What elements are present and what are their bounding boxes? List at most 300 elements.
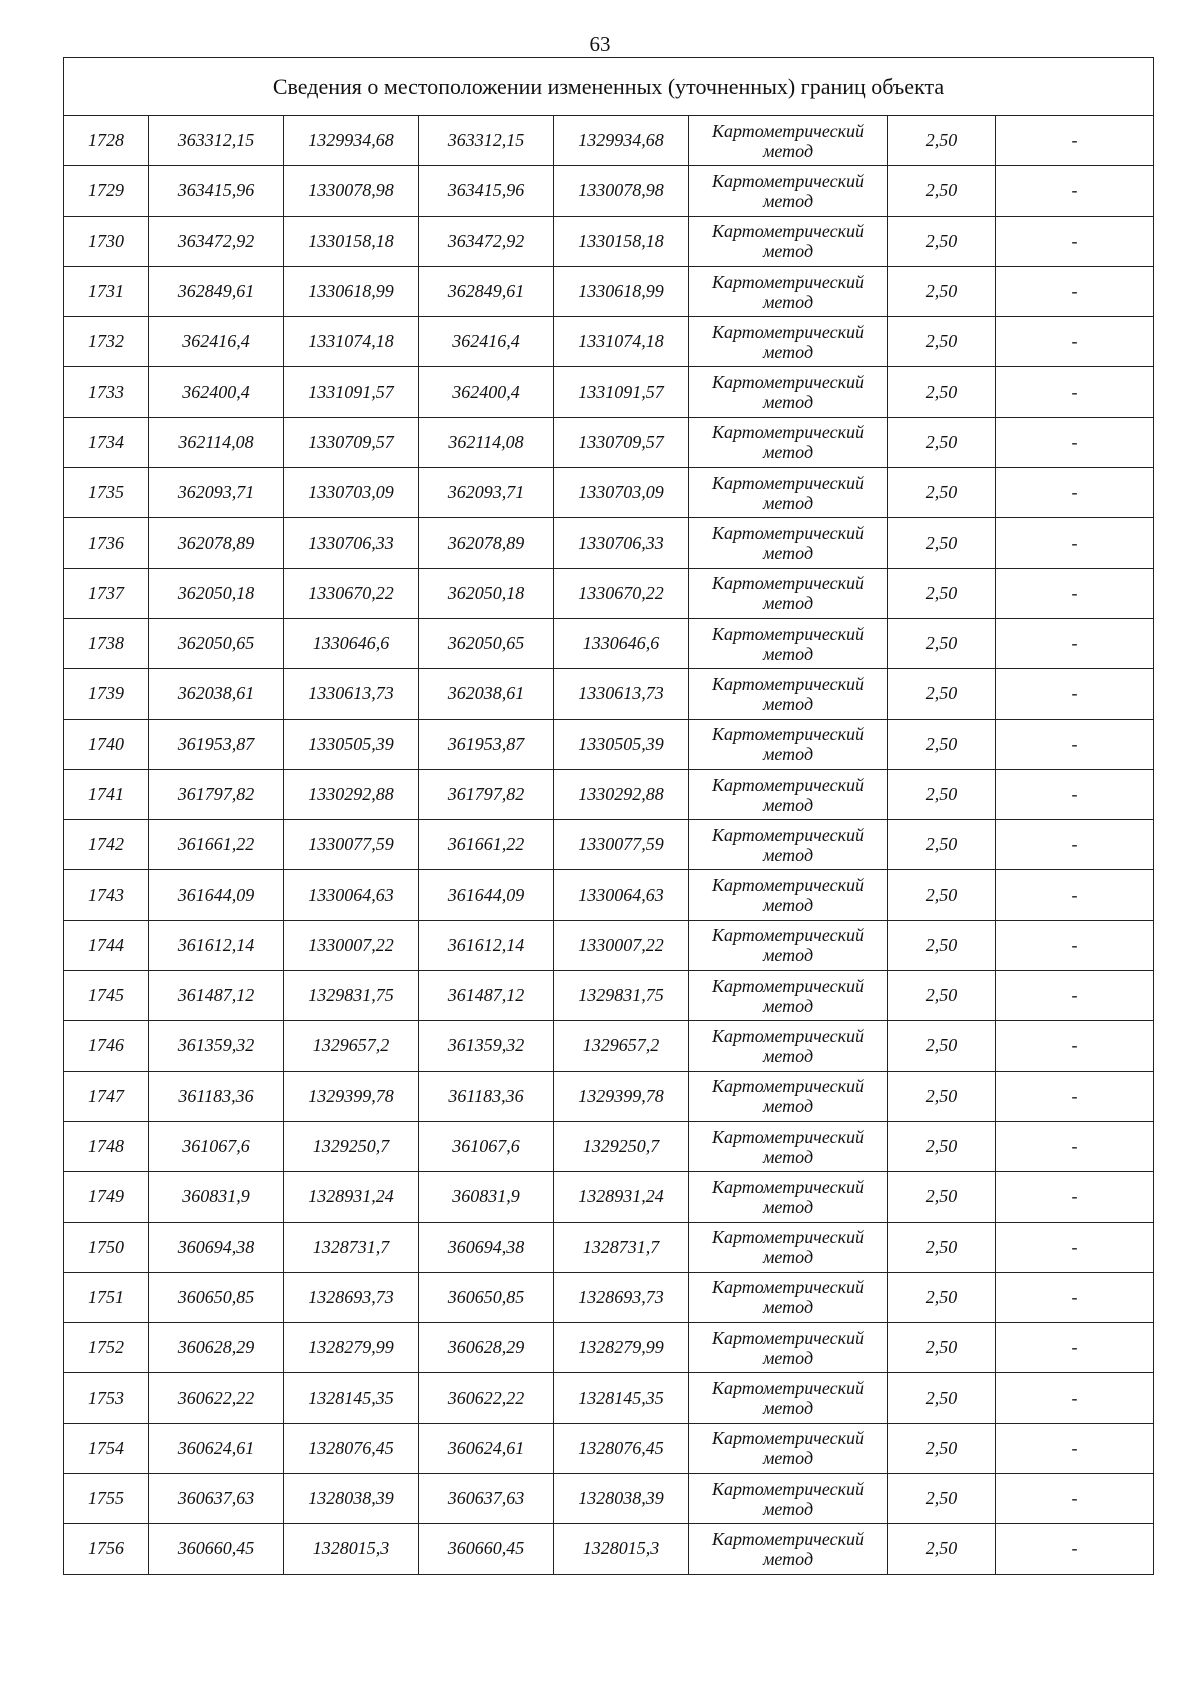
- accuracy-cell: 2,50: [888, 518, 996, 568]
- y-existing-cell: 1330077,59: [284, 820, 419, 870]
- x-updated-cell: 361797,82: [419, 769, 554, 819]
- table-row: [64, 568, 1154, 618]
- method-line-1: Картометрический: [711, 774, 864, 795]
- method-line-2: метод: [762, 190, 814, 211]
- x-updated-cell: 362093,71: [419, 468, 554, 518]
- x-existing-cell: 360660,45: [149, 1524, 284, 1574]
- y-existing-cell: 1329831,75: [284, 971, 419, 1021]
- method-line-1: Картометрический: [711, 1528, 864, 1549]
- y-existing-cell: 1330292,88: [284, 769, 419, 819]
- accuracy-cell: 2,50: [888, 870, 996, 920]
- x-updated-cell: 363415,96: [419, 166, 554, 216]
- method-line-1: Картометрический: [711, 824, 864, 845]
- method-cell: [689, 1021, 888, 1071]
- note-cell: -: [996, 568, 1154, 618]
- method-line-1: Картометрический: [711, 1025, 864, 1046]
- note-cell: -: [996, 1071, 1154, 1121]
- table-row: [64, 719, 1154, 769]
- point-number-cell: 1737: [64, 568, 149, 618]
- method-cell: [689, 1323, 888, 1373]
- x-existing-cell: 361661,22: [149, 820, 284, 870]
- table-row: [64, 116, 1154, 166]
- y-updated-cell: 1329657,2: [554, 1021, 689, 1071]
- point-number-cell: 1736: [64, 518, 149, 568]
- x-updated-cell: 361183,36: [419, 1071, 554, 1121]
- point-number-cell: 1740: [64, 719, 149, 769]
- table-row: [64, 1021, 1154, 1071]
- table-row: [64, 1071, 1154, 1121]
- point-number-cell: 1746: [64, 1021, 149, 1071]
- y-updated-cell: 1330505,39: [554, 719, 689, 769]
- point-number-cell: 1743: [64, 870, 149, 920]
- table-title-row: [64, 58, 1154, 116]
- accuracy-cell: 2,50: [888, 417, 996, 467]
- point-number-cell: 1729: [64, 166, 149, 216]
- accuracy-cell: 2,50: [888, 1272, 996, 1322]
- x-updated-cell: 362416,4: [419, 317, 554, 367]
- accuracy-cell: 2,50: [888, 1172, 996, 1222]
- method-line-1: Картометрический: [711, 1378, 864, 1399]
- note-cell: -: [996, 1172, 1154, 1222]
- note-cell: -: [996, 116, 1154, 166]
- method-line-2: метод: [762, 492, 814, 513]
- method-line-1: Картометрический: [711, 1277, 864, 1298]
- y-updated-cell: 1328693,73: [554, 1272, 689, 1322]
- method-cell: [689, 769, 888, 819]
- x-existing-cell: 360628,29: [149, 1323, 284, 1373]
- note-cell: -: [996, 1021, 1154, 1071]
- x-updated-cell: 361644,09: [419, 870, 554, 920]
- x-updated-cell: 360622,22: [419, 1373, 554, 1423]
- x-updated-cell: 362078,89: [419, 518, 554, 568]
- point-number-cell: 1754: [64, 1423, 149, 1473]
- method-cell: [689, 166, 888, 216]
- x-existing-cell: 360694,38: [149, 1222, 284, 1272]
- method-line-1: Картометрический: [711, 372, 864, 393]
- method-line-2: метод: [762, 1096, 814, 1117]
- y-updated-cell: 1328038,39: [554, 1474, 689, 1524]
- x-updated-cell: 361661,22: [419, 820, 554, 870]
- method-line-1: Картометрический: [711, 975, 864, 996]
- table-row: [64, 367, 1154, 417]
- method-cell: [689, 116, 888, 166]
- accuracy-cell: 2,50: [888, 468, 996, 518]
- method-cell: [689, 1172, 888, 1222]
- accuracy-cell: 2,50: [888, 1222, 996, 1272]
- accuracy-cell: 2,50: [888, 971, 996, 1021]
- x-existing-cell: 361487,12: [149, 971, 284, 1021]
- method-line-2: метод: [762, 1398, 814, 1419]
- table-row: [64, 216, 1154, 266]
- method-cell: [689, 1071, 888, 1121]
- y-updated-cell: 1330613,73: [554, 669, 689, 719]
- method-cell: [689, 820, 888, 870]
- note-cell: -: [996, 820, 1154, 870]
- method-line-2: метод: [762, 1548, 814, 1569]
- table-row: [64, 317, 1154, 367]
- note-cell: -: [996, 1474, 1154, 1524]
- x-updated-cell: 361359,32: [419, 1021, 554, 1071]
- accuracy-cell: 2,50: [888, 1021, 996, 1071]
- point-number-cell: 1731: [64, 266, 149, 316]
- point-number-cell: 1739: [64, 669, 149, 719]
- y-updated-cell: 1329399,78: [554, 1071, 689, 1121]
- note-cell: -: [996, 870, 1154, 920]
- method-line-2: метод: [762, 945, 814, 966]
- y-updated-cell: 1328931,24: [554, 1172, 689, 1222]
- point-number-cell: 1732: [64, 317, 149, 367]
- note-cell: -: [996, 166, 1154, 216]
- accuracy-cell: 2,50: [888, 920, 996, 970]
- method-line-2: метод: [762, 593, 814, 614]
- y-existing-cell: 1330646,6: [284, 618, 419, 668]
- accuracy-cell: 2,50: [888, 568, 996, 618]
- x-existing-cell: 360831,9: [149, 1172, 284, 1222]
- y-updated-cell: 1330703,09: [554, 468, 689, 518]
- x-updated-cell: 360628,29: [419, 1323, 554, 1373]
- accuracy-cell: 2,50: [888, 719, 996, 769]
- y-existing-cell: 1328931,24: [284, 1172, 419, 1222]
- accuracy-cell: 2,50: [888, 1121, 996, 1171]
- x-existing-cell: 362078,89: [149, 518, 284, 568]
- table-row: [64, 166, 1154, 216]
- note-cell: -: [996, 1323, 1154, 1373]
- point-number-cell: 1730: [64, 216, 149, 266]
- table-row: [64, 417, 1154, 467]
- method-line-2: метод: [762, 392, 814, 413]
- y-updated-cell: 1328015,3: [554, 1524, 689, 1574]
- method-line-2: метод: [762, 140, 814, 161]
- table-row: [64, 1423, 1154, 1473]
- x-existing-cell: 362416,4: [149, 317, 284, 367]
- method-line-2: метод: [762, 291, 814, 312]
- method-cell: [689, 317, 888, 367]
- table-row: [64, 769, 1154, 819]
- method-line-2: метод: [762, 341, 814, 362]
- method-cell: [689, 417, 888, 467]
- table-row: [64, 468, 1154, 518]
- point-number-cell: 1748: [64, 1121, 149, 1171]
- y-existing-cell: 1330670,22: [284, 568, 419, 618]
- method-line-1: Картометрический: [711, 925, 864, 946]
- table-row: [64, 870, 1154, 920]
- x-updated-cell: 360694,38: [419, 1222, 554, 1272]
- x-existing-cell: 360624,61: [149, 1423, 284, 1473]
- table-row: [64, 1524, 1154, 1574]
- note-cell: -: [996, 317, 1154, 367]
- accuracy-cell: 2,50: [888, 166, 996, 216]
- method-cell: [689, 669, 888, 719]
- point-number-cell: 1750: [64, 1222, 149, 1272]
- x-existing-cell: 361953,87: [149, 719, 284, 769]
- y-existing-cell: 1330703,09: [284, 468, 419, 518]
- method-cell: [689, 266, 888, 316]
- method-line-2: метод: [762, 1498, 814, 1519]
- x-existing-cell: 361797,82: [149, 769, 284, 819]
- y-existing-cell: 1330007,22: [284, 920, 419, 970]
- point-number-cell: 1738: [64, 618, 149, 668]
- y-existing-cell: 1330078,98: [284, 166, 419, 216]
- x-existing-cell: 362400,4: [149, 367, 284, 417]
- y-updated-cell: 1331074,18: [554, 317, 689, 367]
- y-existing-cell: 1330613,73: [284, 669, 419, 719]
- note-cell: -: [996, 266, 1154, 316]
- note-cell: -: [996, 719, 1154, 769]
- method-line-1: Картометрический: [711, 1076, 864, 1097]
- x-existing-cell: 361183,36: [149, 1071, 284, 1121]
- y-existing-cell: 1329250,7: [284, 1121, 419, 1171]
- method-line-2: метод: [762, 1448, 814, 1469]
- accuracy-cell: 2,50: [888, 1423, 996, 1473]
- method-line-2: метод: [762, 844, 814, 865]
- x-updated-cell: 360624,61: [419, 1423, 554, 1473]
- accuracy-cell: 2,50: [888, 1524, 996, 1574]
- point-number-cell: 1749: [64, 1172, 149, 1222]
- x-updated-cell: 360637,63: [419, 1474, 554, 1524]
- x-updated-cell: 363312,15: [419, 116, 554, 166]
- method-line-1: Картометрический: [711, 1478, 864, 1499]
- accuracy-cell: 2,50: [888, 1323, 996, 1373]
- x-existing-cell: 361612,14: [149, 920, 284, 970]
- x-existing-cell: 362050,18: [149, 568, 284, 618]
- method-cell: [689, 618, 888, 668]
- method-line-2: метод: [762, 1045, 814, 1066]
- method-line-1: Картометрический: [711, 170, 864, 191]
- method-cell: [689, 1272, 888, 1322]
- y-updated-cell: 1330158,18: [554, 216, 689, 266]
- table-row: [64, 1474, 1154, 1524]
- note-cell: -: [996, 216, 1154, 266]
- table-row: [64, 1323, 1154, 1373]
- x-existing-cell: 363312,15: [149, 116, 284, 166]
- note-cell: -: [996, 618, 1154, 668]
- point-number-cell: 1755: [64, 1474, 149, 1524]
- note-cell: -: [996, 1423, 1154, 1473]
- table-body: [64, 58, 1154, 1575]
- accuracy-cell: 2,50: [888, 769, 996, 819]
- note-cell: -: [996, 1373, 1154, 1423]
- y-updated-cell: 1329831,75: [554, 971, 689, 1021]
- note-cell: -: [996, 1524, 1154, 1574]
- x-existing-cell: 362114,08: [149, 417, 284, 467]
- point-number-cell: 1728: [64, 116, 149, 166]
- y-updated-cell: 1328731,7: [554, 1222, 689, 1272]
- x-existing-cell: 361644,09: [149, 870, 284, 920]
- point-number-cell: 1742: [64, 820, 149, 870]
- note-cell: -: [996, 1272, 1154, 1322]
- method-line-1: Картометрический: [711, 1227, 864, 1248]
- y-existing-cell: 1330709,57: [284, 417, 419, 467]
- x-existing-cell: 360622,22: [149, 1373, 284, 1423]
- x-updated-cell: 360831,9: [419, 1172, 554, 1222]
- method-line-1: Картометрический: [711, 1327, 864, 1348]
- point-number-cell: 1745: [64, 971, 149, 1021]
- point-number-cell: 1751: [64, 1272, 149, 1322]
- method-line-2: метод: [762, 543, 814, 564]
- note-cell: -: [996, 1121, 1154, 1171]
- x-existing-cell: 363472,92: [149, 216, 284, 266]
- accuracy-cell: 2,50: [888, 618, 996, 668]
- method-line-1: Картометрический: [711, 673, 864, 694]
- y-updated-cell: 1330709,57: [554, 417, 689, 467]
- method-line-1: Картометрический: [711, 875, 864, 896]
- method-cell: [689, 468, 888, 518]
- x-updated-cell: 362050,65: [419, 618, 554, 668]
- method-line-2: метод: [762, 744, 814, 765]
- table-row: [64, 518, 1154, 568]
- method-cell: [689, 518, 888, 568]
- point-number-cell: 1734: [64, 417, 149, 467]
- method-line-1: Картометрический: [711, 422, 864, 443]
- x-updated-cell: 361953,87: [419, 719, 554, 769]
- x-updated-cell: 360660,45: [419, 1524, 554, 1574]
- method-cell: [689, 1121, 888, 1171]
- accuracy-cell: 2,50: [888, 266, 996, 316]
- note-cell: -: [996, 971, 1154, 1021]
- method-line-2: метод: [762, 1297, 814, 1318]
- accuracy-cell: 2,50: [888, 1474, 996, 1524]
- point-number-cell: 1752: [64, 1323, 149, 1373]
- y-existing-cell: 1331091,57: [284, 367, 419, 417]
- accuracy-cell: 2,50: [888, 1373, 996, 1423]
- method-line-1: Картометрический: [711, 1176, 864, 1197]
- y-updated-cell: 1328076,45: [554, 1423, 689, 1473]
- x-updated-cell: 363472,92: [419, 216, 554, 266]
- y-existing-cell: 1328693,73: [284, 1272, 419, 1322]
- y-updated-cell: 1330007,22: [554, 920, 689, 970]
- method-cell: [689, 216, 888, 266]
- accuracy-cell: 2,50: [888, 116, 996, 166]
- accuracy-cell: 2,50: [888, 820, 996, 870]
- method-cell: [689, 719, 888, 769]
- y-existing-cell: 1328279,99: [284, 1323, 419, 1373]
- method-line-1: Картометрический: [711, 1428, 864, 1449]
- note-cell: -: [996, 669, 1154, 719]
- x-updated-cell: 361067,6: [419, 1121, 554, 1171]
- method-line-1: Картометрический: [711, 271, 864, 292]
- x-existing-cell: 362093,71: [149, 468, 284, 518]
- method-line-1: Картометрический: [711, 523, 864, 544]
- note-cell: -: [996, 769, 1154, 819]
- y-updated-cell: 1331091,57: [554, 367, 689, 417]
- table-row: [64, 1121, 1154, 1171]
- method-line-1: Картометрический: [711, 1126, 864, 1147]
- y-updated-cell: 1330646,6: [554, 618, 689, 668]
- y-updated-cell: 1330078,98: [554, 166, 689, 216]
- table-row: [64, 820, 1154, 870]
- note-cell: -: [996, 367, 1154, 417]
- y-existing-cell: 1329934,68: [284, 116, 419, 166]
- method-line-2: метод: [762, 1146, 814, 1167]
- note-cell: -: [996, 518, 1154, 568]
- accuracy-cell: 2,50: [888, 1071, 996, 1121]
- table-title: Сведения о местоположении измененных (уточненных) границ объекта: [64, 58, 1154, 116]
- method-line-2: метод: [762, 895, 814, 916]
- method-line-2: метод: [762, 643, 814, 664]
- accuracy-cell: 2,50: [888, 317, 996, 367]
- y-updated-cell: 1330670,22: [554, 568, 689, 618]
- method-line-1: Картометрический: [711, 120, 864, 141]
- method-line-2: метод: [762, 1247, 814, 1268]
- x-existing-cell: 362038,61: [149, 669, 284, 719]
- x-existing-cell: 361359,32: [149, 1021, 284, 1071]
- table-row: [64, 1272, 1154, 1322]
- y-existing-cell: 1330158,18: [284, 216, 419, 266]
- method-line-2: метод: [762, 693, 814, 714]
- y-existing-cell: 1328076,45: [284, 1423, 419, 1473]
- method-line-2: метод: [762, 1347, 814, 1368]
- method-line-2: метод: [762, 241, 814, 262]
- x-updated-cell: 362038,61: [419, 669, 554, 719]
- point-number-cell: 1756: [64, 1524, 149, 1574]
- table-row: [64, 920, 1154, 970]
- y-updated-cell: 1329250,7: [554, 1121, 689, 1171]
- accuracy-cell: 2,50: [888, 216, 996, 266]
- note-cell: -: [996, 1222, 1154, 1272]
- y-updated-cell: 1329934,68: [554, 116, 689, 166]
- y-updated-cell: 1328145,35: [554, 1373, 689, 1423]
- method-cell: [689, 870, 888, 920]
- accuracy-cell: 2,50: [888, 669, 996, 719]
- method-cell: [689, 1222, 888, 1272]
- point-number-cell: 1753: [64, 1373, 149, 1423]
- note-cell: -: [996, 920, 1154, 970]
- y-updated-cell: 1328279,99: [554, 1323, 689, 1373]
- method-cell: [689, 367, 888, 417]
- x-updated-cell: 360650,85: [419, 1272, 554, 1322]
- method-line-1: Картометрический: [711, 623, 864, 644]
- x-updated-cell: 362050,18: [419, 568, 554, 618]
- table-row: [64, 669, 1154, 719]
- y-existing-cell: 1330505,39: [284, 719, 419, 769]
- table-row: [64, 1373, 1154, 1423]
- table-row: [64, 1222, 1154, 1272]
- y-existing-cell: 1330064,63: [284, 870, 419, 920]
- point-number-cell: 1741: [64, 769, 149, 819]
- method-line-2: метод: [762, 794, 814, 815]
- note-cell: -: [996, 417, 1154, 467]
- y-existing-cell: 1331074,18: [284, 317, 419, 367]
- method-cell: [689, 1373, 888, 1423]
- table-row: [64, 1172, 1154, 1222]
- table-row: [64, 266, 1154, 316]
- x-existing-cell: 362849,61: [149, 266, 284, 316]
- x-updated-cell: 362849,61: [419, 266, 554, 316]
- y-existing-cell: 1328015,3: [284, 1524, 419, 1574]
- x-updated-cell: 361612,14: [419, 920, 554, 970]
- method-cell: [689, 1474, 888, 1524]
- method-cell: [689, 920, 888, 970]
- point-number-cell: 1735: [64, 468, 149, 518]
- method-line-2: метод: [762, 995, 814, 1016]
- x-existing-cell: 363415,96: [149, 166, 284, 216]
- y-existing-cell: 1330706,33: [284, 518, 419, 568]
- x-existing-cell: 361067,6: [149, 1121, 284, 1171]
- x-updated-cell: 361487,12: [419, 971, 554, 1021]
- method-line-1: Картометрический: [711, 472, 864, 493]
- method-cell: [689, 971, 888, 1021]
- method-line-2: метод: [762, 1196, 814, 1217]
- table-row: [64, 971, 1154, 1021]
- accuracy-cell: 2,50: [888, 367, 996, 417]
- y-existing-cell: 1328145,35: [284, 1373, 419, 1423]
- page-number: 63: [589, 32, 611, 56]
- note-cell: -: [996, 468, 1154, 518]
- y-updated-cell: 1330292,88: [554, 769, 689, 819]
- point-number-cell: 1747: [64, 1071, 149, 1121]
- y-existing-cell: 1328038,39: [284, 1474, 419, 1524]
- point-number-cell: 1733: [64, 367, 149, 417]
